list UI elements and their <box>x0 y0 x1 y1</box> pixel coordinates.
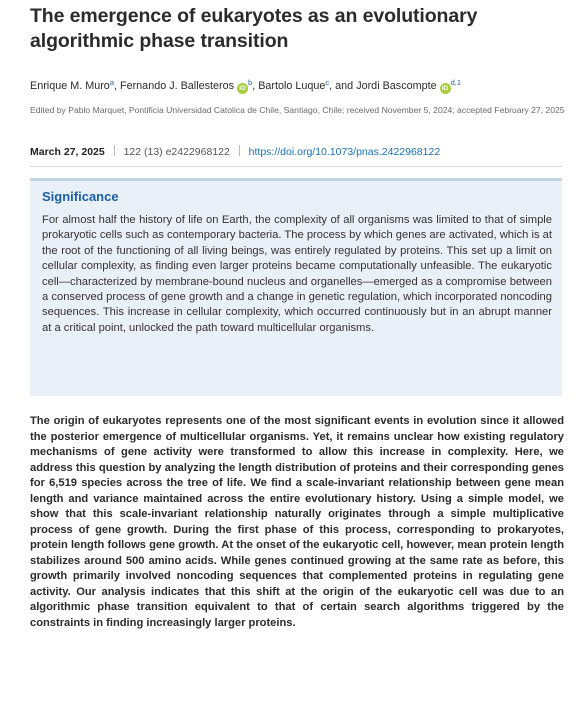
author-name[interactable]: Enrique M. Muro <box>30 80 110 92</box>
affiliation-marker[interactable]: b <box>248 78 253 87</box>
publication-date: March 27, 2025 <box>30 146 105 158</box>
author-separator: , <box>252 80 259 92</box>
orcid-icon[interactable]: iD <box>440 83 451 94</box>
author-name[interactable]: Fernando J. Ballesteros <box>119 80 235 92</box>
affiliation-marker[interactable]: d,1 <box>450 78 462 87</box>
orcid-icon[interactable]: iD <box>237 83 248 94</box>
author-separator: , and <box>329 80 357 92</box>
meta-divider <box>239 145 240 156</box>
author-name[interactable]: Bartolo Luque <box>258 80 326 92</box>
significance-text: For almost half the history of life on Earth, the complexity of all organisms was limited to that of simple prokaryotic cells such as contemporary bacteria. The process by which genes are activated, which is at the root of the functioning of all living beings, was entirely regulated by proteins. This set up a limit on cellular complexity, as finding even larger proteins became computationally unfeasible. The eukaryotic cell—characterized by membrane-bound nucleus and organelles—emerged as a compromise between a conserved process of gene growth and a change in genetic regulation, which incorporated noncoding sequences. This increase in cellular complexity, which occurred continuously but in an abrupt manner at a critical point, unlocked the path toward multicellular organisms. <box>42 214 552 334</box>
publication-meta <box>30 145 440 158</box>
affiliation-marker[interactable]: a <box>109 78 114 87</box>
abstract-text: The origin of eukaryotes represents one of the most significant events in evolution since it allowed the posterior emergence of multicellular organisms. Yet, it remains unclear how existing regulatory mechanisms of gene activity were transformed to allow this increase in complexity. Here, we address this question by analyzing the length distribution of proteins and their corresponding genes for 6,519 species across the tree of life. We find a scale-invariant relationship between gene mean length and variance maintained across the entire evolutionary history. Using a simple model, we show that this scale-invariant relationship naturally originates through a simple multiplicative process of gene growth. During the first phase of this process, corresponding to prokaryotes, protein length follows gene growth. At the onset of the eukaryotic cell, however, mean protein length stabilizes around 500 amino acids. While genes continued growing at the same rate as before, this growth primarily involved noncoding sequences that complemented proteins in regulating gene activity. Our analysis indicates that this shift at the origin of the eukaryotic cell was due to an algorithmic phase transition equivalent to that of certain search algorithms triggered by the constraints in finding increasingly larger proteins. <box>30 415 564 629</box>
edited-by-note: Edited by Pablo Marquet, Pontificia Universidad Catolica de Chile, Santiago, Chile; received November 5, 2024; accepted February 27, 2025 <box>30 105 565 115</box>
significance-heading: Significance <box>42 189 119 204</box>
affiliation-marker[interactable]: c <box>325 78 330 87</box>
meta-divider <box>114 145 115 156</box>
article-title: The emergence of eukaryotes as an evolutionary algorithmic phase transition <box>30 5 478 52</box>
author-name[interactable]: Jordi Bascompte <box>356 80 437 92</box>
header-divider <box>30 166 562 167</box>
doi-link[interactable]: https://doi.org/10.1073/pnas.2422968122 <box>248 146 441 158</box>
author-separator: , <box>113 80 120 92</box>
citation-volume: 122 (13) e2422968122 <box>123 146 230 158</box>
author-list <box>30 78 570 94</box>
significance-box <box>30 178 562 396</box>
